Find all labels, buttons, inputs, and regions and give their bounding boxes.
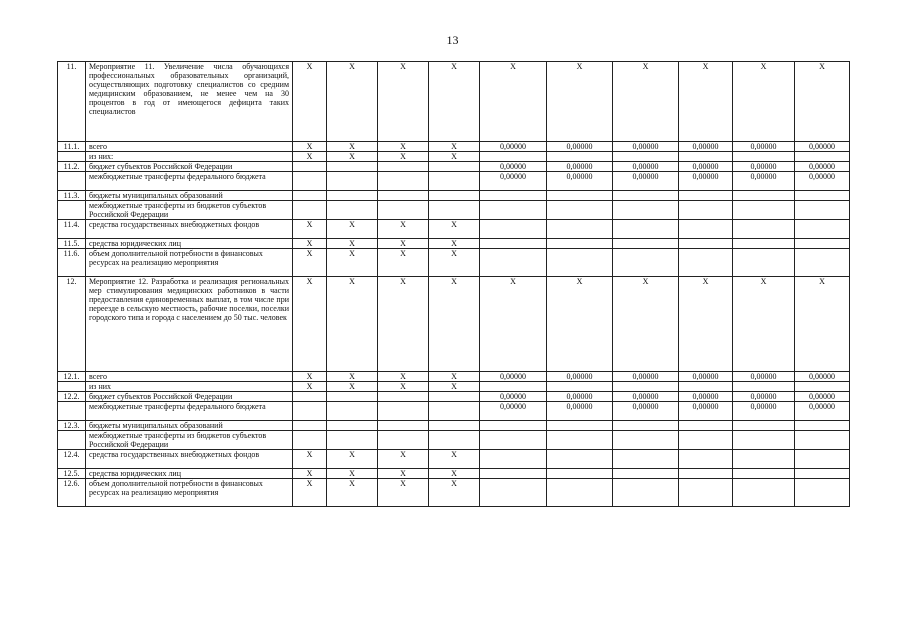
value-cell: X (547, 277, 613, 372)
value-cell: X (327, 450, 378, 469)
value-cell (327, 191, 378, 201)
value-cell: 0,00000 (733, 392, 795, 402)
value-cell: 0,00000 (733, 402, 795, 421)
value-cell: 0,00000 (480, 142, 547, 152)
value-cell (733, 249, 795, 277)
value-cell: X (429, 220, 480, 239)
value-cell (679, 191, 733, 201)
value-cell: 0,00000 (679, 392, 733, 402)
row-number (58, 172, 86, 191)
table-row (58, 152, 850, 162)
value-cell (795, 421, 850, 431)
value-cell (429, 421, 480, 431)
value-cell: X (293, 469, 327, 479)
table-body (58, 62, 850, 507)
value-cell: 0,00000 (733, 172, 795, 191)
value-cell: X (733, 277, 795, 372)
value-cell (293, 402, 327, 421)
value-cell: X (293, 142, 327, 152)
value-cell: X (378, 450, 429, 469)
row-number: 12.1. (58, 372, 86, 382)
value-cell (547, 469, 613, 479)
value-cell: 0,00000 (547, 402, 613, 421)
value-cell (547, 191, 613, 201)
value-cell: X (327, 469, 378, 479)
value-cell: X (429, 479, 480, 507)
row-number: 12.5. (58, 469, 86, 479)
value-cell: X (429, 239, 480, 249)
row-label: всего (86, 372, 293, 382)
table-row (58, 392, 850, 402)
value-cell: X (429, 249, 480, 277)
value-cell (378, 392, 429, 402)
value-cell: 0,00000 (613, 402, 679, 421)
value-cell (429, 431, 480, 450)
value-cell (480, 421, 547, 431)
value-cell (378, 191, 429, 201)
value-cell (293, 421, 327, 431)
value-cell: X (327, 372, 378, 382)
table-row (58, 277, 850, 372)
row-label: из них: (86, 152, 293, 162)
table-row (58, 191, 850, 201)
value-cell (613, 479, 679, 507)
row-number: 12.6. (58, 479, 86, 507)
table-row (58, 142, 850, 152)
value-cell: 0,00000 (795, 402, 850, 421)
value-cell (613, 220, 679, 239)
row-label: бюджет субъектов Российской Федерации (86, 162, 293, 172)
row-number: 11.1. (58, 142, 86, 152)
value-cell (327, 392, 378, 402)
value-cell (547, 220, 613, 239)
value-cell (679, 152, 733, 162)
row-number: 12.2. (58, 392, 86, 402)
value-cell (795, 239, 850, 249)
value-cell (733, 479, 795, 507)
value-cell (679, 239, 733, 249)
value-cell (293, 172, 327, 191)
value-cell: X (327, 382, 378, 392)
value-cell: 0,00000 (480, 172, 547, 191)
row-number (58, 152, 86, 162)
row-number: 11.6. (58, 249, 86, 277)
row-number (58, 431, 86, 450)
value-cell (547, 479, 613, 507)
value-cell: X (327, 249, 378, 277)
value-cell (480, 152, 547, 162)
row-number: 11.3. (58, 191, 86, 201)
value-cell (480, 201, 547, 220)
value-cell (795, 191, 850, 201)
value-cell: X (293, 382, 327, 392)
value-cell: X (795, 62, 850, 142)
row-label: средства юридических лиц (86, 239, 293, 249)
value-cell: 0,00000 (795, 142, 850, 152)
value-cell: 0,00000 (547, 392, 613, 402)
value-cell: X (378, 479, 429, 507)
value-cell: X (327, 239, 378, 249)
value-cell: X (480, 277, 547, 372)
value-cell: X (293, 277, 327, 372)
value-cell: X (429, 277, 480, 372)
value-cell: X (378, 382, 429, 392)
value-cell (429, 191, 480, 201)
row-label: Мероприятие 12. Разработка и реализация региональных мер стимулирования медицинских работников в части предоставления единовременных выплат, в том числе при переезде в сельскую местность, рабочие поселки, поселки городского типа и города с населением до 50 тыс. человек (86, 277, 293, 372)
table-row (58, 62, 850, 142)
value-cell (378, 402, 429, 421)
value-cell (795, 220, 850, 239)
value-cell (733, 191, 795, 201)
table-row (58, 431, 850, 450)
value-cell: X (327, 479, 378, 507)
value-cell: X (327, 62, 378, 142)
value-cell (547, 239, 613, 249)
value-cell (378, 201, 429, 220)
value-cell (613, 450, 679, 469)
value-cell: X (613, 62, 679, 142)
value-cell (795, 469, 850, 479)
row-number (58, 402, 86, 421)
value-cell: X (378, 220, 429, 239)
value-cell (480, 382, 547, 392)
value-cell: X (429, 152, 480, 162)
value-cell (547, 382, 613, 392)
value-cell (795, 201, 850, 220)
value-cell (547, 152, 613, 162)
value-cell (679, 249, 733, 277)
value-cell (795, 431, 850, 450)
value-cell (613, 431, 679, 450)
value-cell: X (429, 469, 480, 479)
value-cell: 0,00000 (613, 172, 679, 191)
value-cell (547, 249, 613, 277)
value-cell (795, 152, 850, 162)
value-cell: 0,00000 (480, 392, 547, 402)
value-cell: X (679, 277, 733, 372)
value-cell: X (378, 372, 429, 382)
value-cell (547, 421, 613, 431)
value-cell: X (429, 382, 480, 392)
value-cell: X (679, 62, 733, 142)
value-cell: 0,00000 (613, 142, 679, 152)
value-cell (327, 172, 378, 191)
value-cell: 0,00000 (795, 172, 850, 191)
value-cell (613, 382, 679, 392)
table-row (58, 249, 850, 277)
value-cell (480, 479, 547, 507)
table-row (58, 162, 850, 172)
value-cell (378, 421, 429, 431)
value-cell (480, 191, 547, 201)
value-cell (327, 421, 378, 431)
value-cell (679, 201, 733, 220)
value-cell: 0,00000 (733, 372, 795, 382)
value-cell (679, 450, 733, 469)
value-cell: X (327, 152, 378, 162)
value-cell (480, 249, 547, 277)
row-number: 11. (58, 62, 86, 142)
value-cell (679, 421, 733, 431)
row-label: всего (86, 142, 293, 152)
value-cell (679, 431, 733, 450)
value-cell: 0,00000 (613, 162, 679, 172)
value-cell (480, 220, 547, 239)
value-cell (480, 450, 547, 469)
row-number (58, 382, 86, 392)
value-cell: X (795, 277, 850, 372)
value-cell: X (293, 152, 327, 162)
value-cell: 0,00000 (679, 372, 733, 382)
value-cell: X (378, 142, 429, 152)
value-cell (547, 431, 613, 450)
value-cell (613, 469, 679, 479)
row-label: средства государственных внебюджетных фондов (86, 220, 293, 239)
value-cell: 0,00000 (679, 402, 733, 421)
value-cell (429, 402, 480, 421)
value-cell (327, 431, 378, 450)
value-cell (293, 431, 327, 450)
value-cell (547, 201, 613, 220)
value-cell: 0,00000 (613, 392, 679, 402)
value-cell (733, 450, 795, 469)
value-cell: X (429, 62, 480, 142)
value-cell (613, 191, 679, 201)
value-cell: 0,00000 (679, 172, 733, 191)
row-number: 11.4. (58, 220, 86, 239)
row-number: 11.2. (58, 162, 86, 172)
value-cell: X (547, 62, 613, 142)
value-cell: 0,00000 (547, 172, 613, 191)
row-label: объем дополнительной потребности в финансовых ресурсах на реализацию мероприятия (86, 249, 293, 277)
value-cell: X (480, 62, 547, 142)
value-cell (795, 382, 850, 392)
value-cell (480, 239, 547, 249)
value-cell (429, 392, 480, 402)
row-label: средства юридических лиц (86, 469, 293, 479)
value-cell (429, 172, 480, 191)
row-number: 11.5. (58, 239, 86, 249)
value-cell (429, 201, 480, 220)
value-cell (327, 402, 378, 421)
value-cell (613, 152, 679, 162)
value-cell (293, 191, 327, 201)
table-row (58, 382, 850, 392)
table-row (58, 220, 850, 239)
value-cell: 0,00000 (795, 372, 850, 382)
value-cell: X (293, 239, 327, 249)
value-cell (613, 239, 679, 249)
value-cell: X (293, 249, 327, 277)
row-label: Мероприятие 11. Увеличение числа обучающихся профессиональных образовательных организаций, осуществляющих подготовку специалистов со средним медицинским образованием, не менее чем на 30 процентов в год от имеющегося дефицита таких специалистов (86, 62, 293, 142)
value-cell (733, 220, 795, 239)
table-row (58, 239, 850, 249)
table-row (58, 479, 850, 507)
table-row (58, 172, 850, 191)
value-cell (795, 249, 850, 277)
value-cell (613, 421, 679, 431)
value-cell (429, 162, 480, 172)
row-label: бюджеты муниципальных образований (86, 421, 293, 431)
value-cell: 0,00000 (547, 162, 613, 172)
value-cell (733, 239, 795, 249)
row-label: межбюджетные трансферты из бюджетов субъектов Российской Федерации (86, 201, 293, 220)
table-row (58, 469, 850, 479)
value-cell (733, 469, 795, 479)
row-label: средства государственных внебюджетных фондов (86, 450, 293, 469)
value-cell: 0,00000 (480, 402, 547, 421)
table-row (58, 421, 850, 431)
value-cell: X (327, 142, 378, 152)
value-cell (378, 431, 429, 450)
value-cell (679, 220, 733, 239)
row-label: межбюджетные трансферты из бюджетов субъектов Российской Федерации (86, 431, 293, 450)
value-cell (480, 431, 547, 450)
value-cell: X (327, 277, 378, 372)
value-cell (733, 201, 795, 220)
row-label: бюджет субъектов Российской Федерации (86, 392, 293, 402)
value-cell: 0,00000 (795, 392, 850, 402)
value-cell: X (378, 62, 429, 142)
value-cell (613, 201, 679, 220)
value-cell (679, 382, 733, 392)
value-cell: X (293, 450, 327, 469)
value-cell (733, 382, 795, 392)
value-cell: X (378, 469, 429, 479)
value-cell (733, 421, 795, 431)
value-cell (293, 201, 327, 220)
value-cell: 0,00000 (547, 372, 613, 382)
row-number: 12.4. (58, 450, 86, 469)
value-cell: X (429, 142, 480, 152)
row-label: межбюджетные трансферты федерального бюджета (86, 172, 293, 191)
value-cell (378, 172, 429, 191)
value-cell: X (378, 277, 429, 372)
value-cell: 0,00000 (795, 162, 850, 172)
value-cell (679, 479, 733, 507)
value-cell: X (293, 220, 327, 239)
value-cell (679, 469, 733, 479)
value-cell: 0,00000 (480, 162, 547, 172)
row-number (58, 201, 86, 220)
value-cell (480, 469, 547, 479)
value-cell: 0,00000 (480, 372, 547, 382)
value-cell: X (429, 450, 480, 469)
value-cell: X (293, 62, 327, 142)
table-row (58, 402, 850, 421)
value-cell: X (293, 372, 327, 382)
row-label: из них (86, 382, 293, 392)
value-cell: X (293, 479, 327, 507)
value-cell: 0,00000 (679, 142, 733, 152)
value-cell (293, 162, 327, 172)
value-cell (733, 152, 795, 162)
value-cell: X (378, 239, 429, 249)
value-cell: X (378, 249, 429, 277)
value-cell (327, 201, 378, 220)
value-cell: 0,00000 (547, 142, 613, 152)
value-cell: X (733, 62, 795, 142)
value-cell: 0,00000 (613, 372, 679, 382)
value-cell: X (429, 372, 480, 382)
row-number: 12. (58, 277, 86, 372)
value-cell: X (613, 277, 679, 372)
value-cell (613, 249, 679, 277)
row-number: 12.3. (58, 421, 86, 431)
value-cell: 0,00000 (733, 142, 795, 152)
table-row (58, 372, 850, 382)
value-cell (547, 450, 613, 469)
value-cell: 0,00000 (733, 162, 795, 172)
value-cell (378, 162, 429, 172)
value-cell (795, 450, 850, 469)
table-row (58, 201, 850, 220)
value-cell (327, 162, 378, 172)
value-cell: 0,00000 (679, 162, 733, 172)
value-cell (293, 392, 327, 402)
value-cell: X (378, 152, 429, 162)
row-label: межбюджетные трансферты федерального бюджета (86, 402, 293, 421)
row-label: бюджеты муниципальных образований (86, 191, 293, 201)
page-number: 13 (446, 33, 459, 47)
row-label: объем дополнительной потребности в финансовых ресурсах на реализацию мероприятия (86, 479, 293, 507)
value-cell: X (327, 220, 378, 239)
table-row (58, 450, 850, 469)
value-cell (733, 431, 795, 450)
budget-table (57, 61, 850, 507)
value-cell (795, 479, 850, 507)
